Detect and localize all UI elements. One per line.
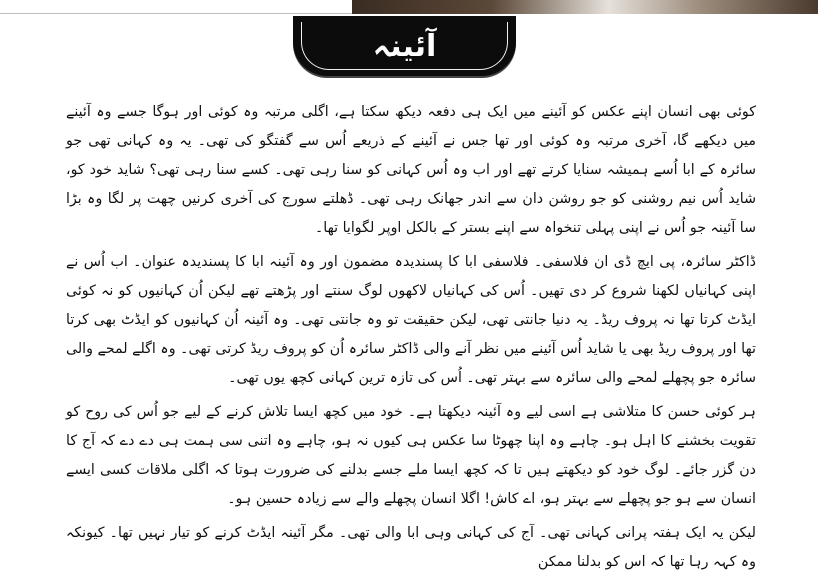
paragraph: لیکن یہ ایک ہفتہ پرانی کہانی تھی۔ آج کی کہانی وہی ابا والی تھی۔ مگر آئینہ ایڈٹ کرنے کو تیار نہیں تھا۔ کیونکہ وہ کہہ رہا تھا کہ اس کو بدلنا ممکن xyxy=(66,525,756,570)
top-rule xyxy=(0,0,352,14)
title-banner xyxy=(293,16,516,76)
paragraph: کوئی بھی انسان اپنے عکس کو آئینے میں ایک ہی دفعہ دیکھ سکتا ہے، اگلی مرتبہ وہ کوئی اور ہوگا جسے وہ آئینے میں دیکھے گا، آخری مرتبہ وہ کوئی اور تھا جس نے آئینے کے ذریعے اُس سے گفتگو کی تھی۔ یہ وہ کہانی تھی جو سائرہ کے ابا اُسے ہمیشہ سنایا کرتے تھے اور اب وہ اُس کہانی کو سنا رہی تھی۔ کسے سنا رہی تھی؟ شاید خود کو، شاید اُس نیم روشنی کو جو روشن دان سے اندر جھانک رہی تھی۔ ڈھلتے سورج کی آخری کرنیں چھت پر لگا وہ بڑا سا آئینہ جو اُس نے اپنی پہلی تنخواہ سے اپنے بستر کے بالکل اوپر لگوایا تھا۔ xyxy=(66,104,756,236)
page-title: آئینہ xyxy=(372,28,437,64)
paragraph: ڈاکٹر سائرہ، پی ایچ ڈی ان فلاسفی۔ فلاسفی ابا کا پسندیدہ مضمون اور وہ آئینہ ابا کا پسندیدہ عنوان۔ اب اُس نے اپنی کہانیاں لکھنا شروع کر دی تھیں۔ اُس کی کہانیاں لاکھوں لوگ سنتے اور پڑھتے تھے لیکن اُن کہانیوں کو نہ کوئی ایڈٹ کرتا تھا نہ پروف ریڈ۔ یہ دنیا جانتی تھی، لیکن حقیقت تو وہ جانتی تھی۔ وہ آئینہ اُن کہانیوں کو ایڈٹ بھی کرتا تھا اور پروف ریڈ بھی یا شاید اُس آئینے میں نظر آنے والی ڈاکٹر سائرہ اُن کو پروف ریڈ کرتی تھی۔ وہ اگلے لمحے والی سائرہ جو پچھلے لمحے والی سائرہ سے بہتر تھی۔ اُس کی تازہ ترین کہانی کچھ یوں تھی۔ xyxy=(66,254,756,386)
article-body xyxy=(66,98,756,570)
header-photo xyxy=(352,0,818,14)
paragraph: ہر کوئی حسن کا متلاشی ہے اسی لیے وہ آئینہ دیکھتا ہے۔ خود میں کچھ ایسا تلاش کرنے کے لیے جو اُس کی روح کو تقویت بخشنے کا اہل ہو۔ چاہے وہ اپنا چھوٹا سا عکس ہی کیوں نہ ہو، چاہے وہ اتنی سی ہمت ہی دے دے کہ آج کا دن گزر جائے۔ لوگ خود کو دیکھتے ہیں تا کہ کچھ ایسا ملے جسے بدلنے کی ضرورت ہوتا کہ اگلی ملاقات کسی ایسے انسان سے ہو جو پچھلے سے بہتر ہو، اے کاش! اگلا انسان پچھلے والے سے زیادہ حسین ہو۔ xyxy=(66,404,756,507)
